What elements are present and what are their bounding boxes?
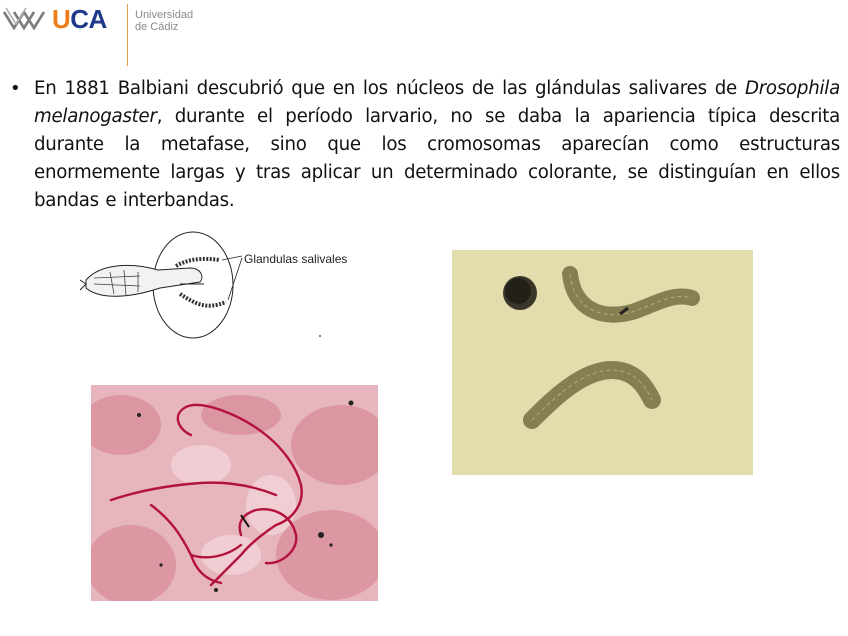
bullet-text-end: , durante el período larvario, no se daba la apariencia típica descrita durante la metafase, sino que los cromosomas aparecían como estructuras enormemente largas y tras aplicar un determinado colorante, se distinguían en ellos bandas e interbandas. [34,106,840,211]
bullet-text-start: En 1881 Balbiani descubrió que en los núcleos de las glándulas salivares de [34,78,745,99]
institution-line-2: de Cádiz [135,21,179,33]
larva-diagram [80,228,380,343]
stained-chromosome-photo [91,385,378,601]
uca-emblem-icon [2,4,48,34]
institution-name [135,9,193,33]
logo-text: UCA [52,4,107,34]
bullet-point [10,75,840,215]
logo-divider [127,4,128,66]
larva-label: Glandulas salivales [244,252,348,266]
bullet-marker: • [10,78,21,99]
salivary-gland-photo [452,250,753,475]
species-name: Drosophila melanogaster [34,78,840,127]
bullet-text [34,75,840,215]
institution-line-1: Universidad [135,9,194,21]
university-logo [0,0,230,60]
